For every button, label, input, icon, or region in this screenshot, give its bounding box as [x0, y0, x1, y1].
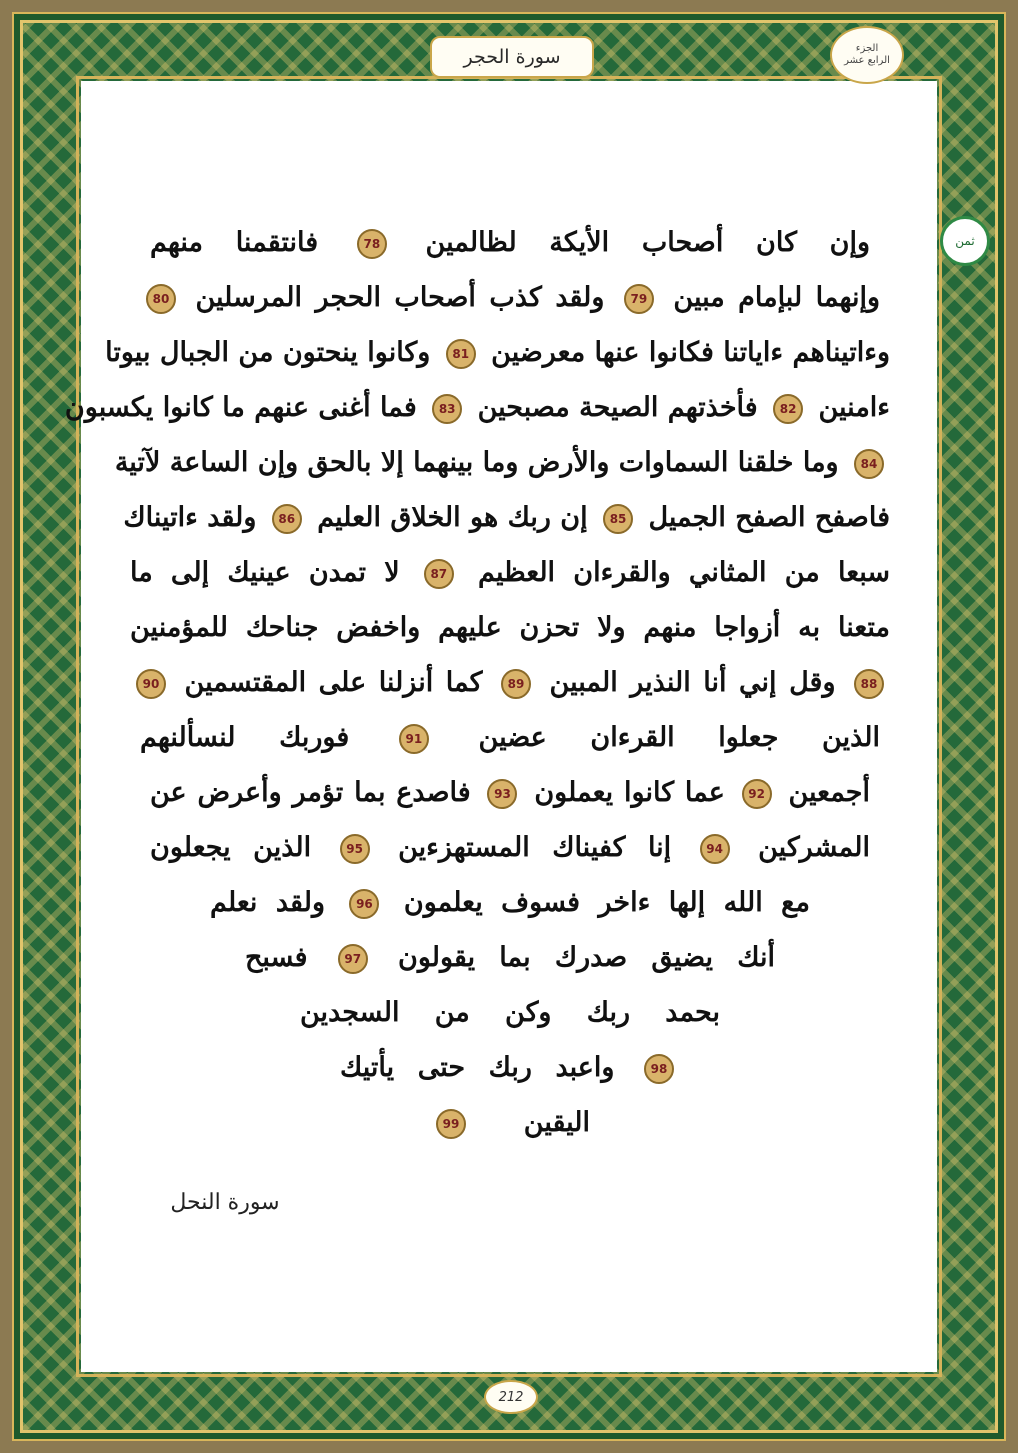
verse-line — [64, 380, 890, 435]
verse-text: فانتقمنا منهم — [150, 227, 319, 258]
ayah-number-icon: 84 — [854, 449, 884, 479]
verse-line — [140, 710, 880, 765]
ayah-number-icon: 97 — [338, 944, 368, 974]
verse-text: إن ربك هو الخلاق العليم — [317, 502, 588, 533]
verse-text: ولقد ءاتيناك — [123, 502, 257, 533]
thumun-marker-icon — [940, 216, 990, 266]
verse-text: وما خلقنا السماوات والأرض وما بينهما إلا بالحق وإن الساعة لآتية — [114, 447, 839, 478]
page-number: 212 — [498, 1389, 524, 1405]
verse-line — [150, 765, 870, 820]
verse-line — [130, 545, 890, 600]
verse-line — [130, 655, 890, 710]
verse-text: مع الله إلها ءاخر فسوف يعلمون — [403, 887, 810, 918]
ayah-number-icon: 86 — [272, 504, 302, 534]
ayah-number-icon: 91 — [399, 724, 429, 754]
verse-text: أجمعين — [788, 777, 870, 808]
ayah-number-icon: 88 — [854, 669, 884, 699]
verse-text: ولقد كذب أصحاب الحجر المرسلين — [195, 282, 605, 313]
page-number-badge — [484, 1380, 538, 1414]
verse-text: أنك يضيق صدرك بما يقولون — [397, 942, 775, 973]
ayah-number-icon: 93 — [487, 779, 517, 809]
verse-text: فأخذتهم الصيحة مصبحين — [477, 392, 758, 423]
verse-line — [140, 270, 880, 325]
verse-line — [130, 600, 890, 655]
verse-line — [210, 875, 810, 930]
next-surah-title: سورة النحل — [170, 1190, 280, 1215]
ayah-number-icon: 80 — [146, 284, 176, 314]
verse-line — [150, 820, 870, 875]
verse-line — [150, 215, 870, 270]
verse-line — [245, 930, 775, 985]
verse-text: وإن كان أصحاب الأيكة لظالمين — [425, 227, 870, 258]
ayah-number-icon: 85 — [603, 504, 633, 534]
thumun-marker-label: ثمن — [955, 234, 975, 248]
ayah-number-icon: 96 — [349, 889, 379, 919]
surah-name-text: سورة الحجر — [463, 46, 561, 68]
verse-text: إنا كفيناك المستهزءين — [398, 832, 672, 863]
verse-text: واعبد ربك حتى يأتيك — [340, 1052, 615, 1083]
verse-line — [300, 985, 720, 1040]
ayah-number-icon: 81 — [446, 339, 476, 369]
ayah-number-icon: 99 — [436, 1109, 466, 1139]
verse-text: متعنا به أزواجا منهم ولا تحزن عليهم واخفض جناحك للمؤمنين — [130, 612, 890, 643]
verse-text: المشركين — [758, 832, 871, 863]
verse-text: فاصدع بما تؤمر وأعرض عن — [150, 777, 471, 808]
verse-text: كما أنزلنا على المقتسمين — [184, 667, 483, 698]
ayah-number-icon: 89 — [501, 669, 531, 699]
verse-text: ءامنين — [818, 392, 890, 423]
verse-text: فاصفح الصفح الجميل — [648, 502, 890, 533]
ayah-number-icon: 83 — [432, 394, 462, 424]
verse-line — [105, 325, 890, 380]
verse-text: وإنهما لبإمام مبين — [673, 282, 880, 313]
verse-text: فوربك لنسألنهم — [140, 722, 350, 753]
surah-name-header — [430, 36, 594, 78]
verse-text: وقل إني أنا النذير المبين — [549, 667, 836, 698]
ayah-number-icon: 92 — [742, 779, 772, 809]
verse-text: عما كانوا يعملون — [534, 777, 725, 808]
juz-label-line1: الجزء — [855, 43, 879, 54]
verse-line — [430, 1095, 590, 1150]
verse-text: فسبح — [245, 942, 308, 973]
verse-text: وءاتيناهم ءاياتنا فكانوا عنها معرضين — [491, 337, 890, 368]
ayah-number-icon: 87 — [424, 559, 454, 589]
verse-text: سبعا من المثاني والقرءان العظيم — [478, 557, 891, 588]
verse-text: فما أغنى عنهم ما كانوا يكسبون — [64, 392, 417, 423]
quran-text-block — [64, 215, 910, 1150]
verse-line — [123, 490, 890, 545]
verse-text: الذين يجعلون — [150, 832, 312, 863]
verse-text: اليقين — [523, 1107, 590, 1138]
ayah-number-icon: 95 — [340, 834, 370, 864]
ayah-number-icon: 98 — [644, 1054, 674, 1084]
juz-label-line2: الرابع عشر — [844, 55, 890, 66]
verse-line — [114, 435, 890, 490]
ayah-number-icon: 78 — [357, 229, 387, 259]
ayah-number-icon: 82 — [773, 394, 803, 424]
verse-line — [340, 1040, 680, 1095]
verse-text: ولقد نعلم — [210, 887, 325, 918]
juz-label-header — [830, 26, 904, 84]
verse-text: لا تمدن عينيك إلى ما — [130, 557, 400, 588]
ayah-number-icon: 79 — [624, 284, 654, 314]
verse-text: وكانوا ينحتون من الجبال بيوتا — [105, 337, 431, 368]
verse-text: بحمد ربك وكن من السجدين — [300, 997, 720, 1028]
ayah-number-icon: 90 — [136, 669, 166, 699]
ayah-number-icon: 94 — [700, 834, 730, 864]
verse-text: الذين جعلوا القرءان عضين — [478, 722, 880, 753]
